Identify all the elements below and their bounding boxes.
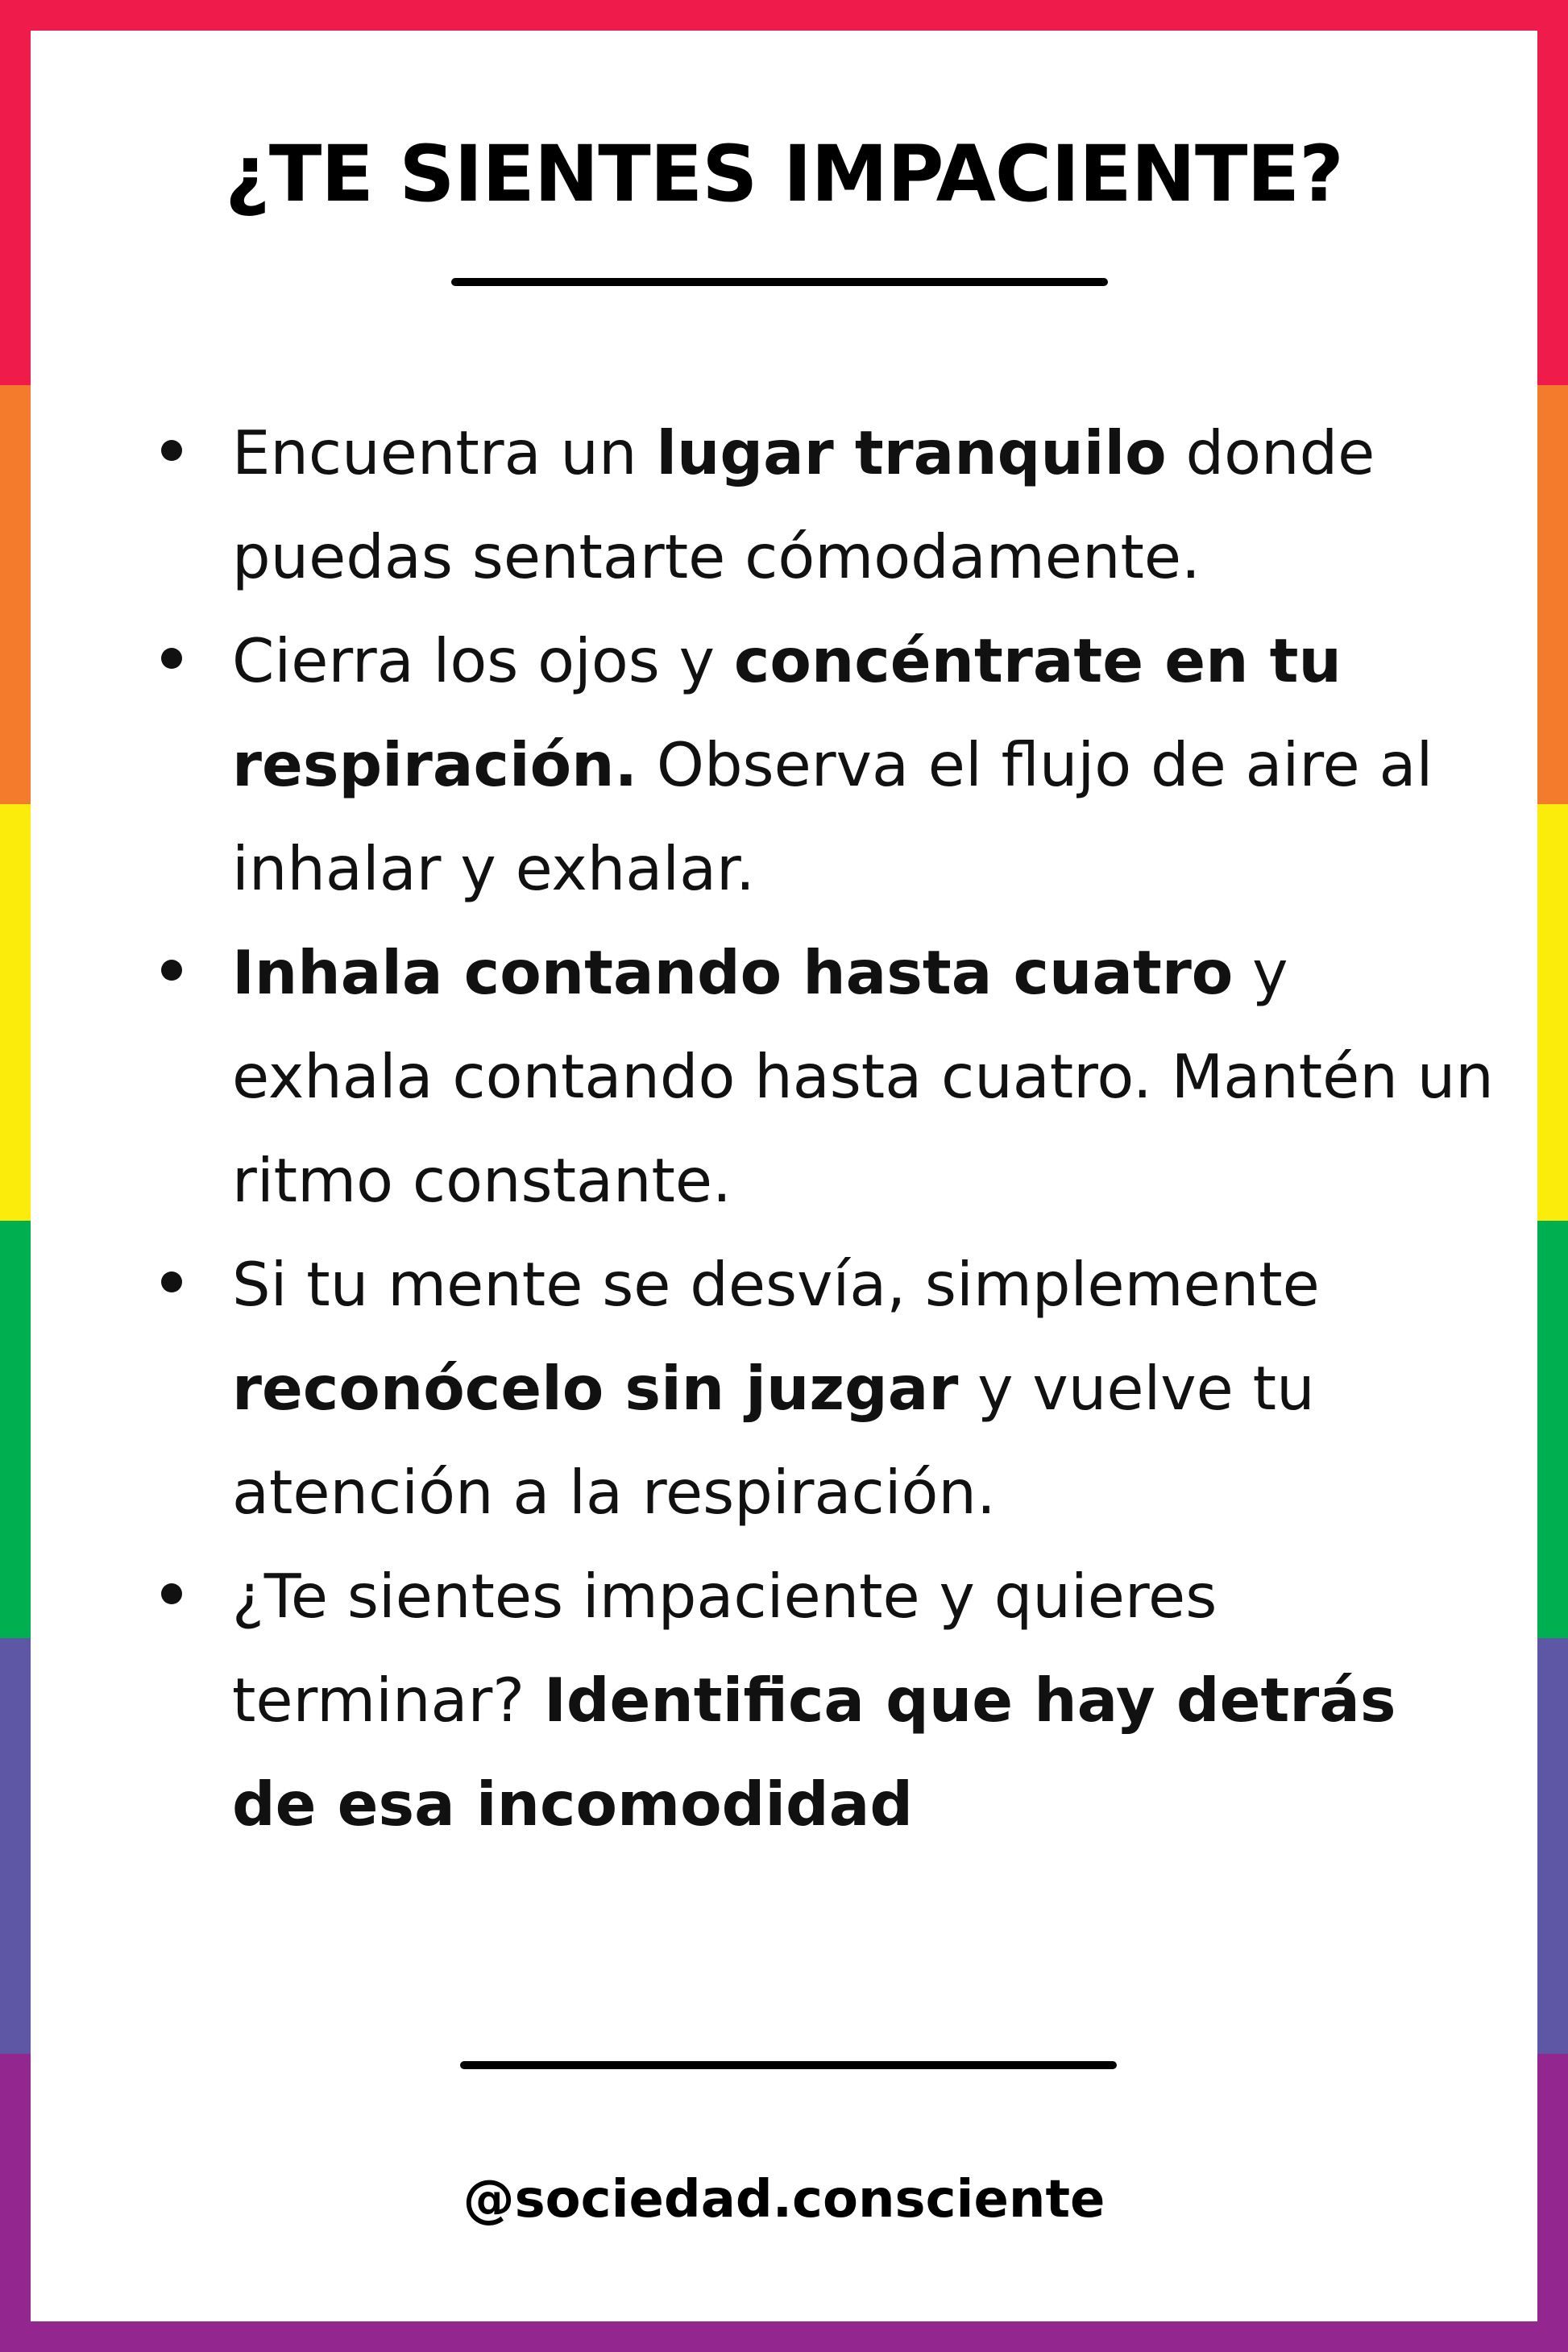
bullet-icon xyxy=(161,1583,182,1604)
tip-text: donde puedas sentarte cómodamente. xyxy=(232,417,1395,592)
footer-divider xyxy=(460,2061,1117,2069)
tip-text: Encuentra un xyxy=(232,417,657,488)
tip-text: y exhala contando hasta cuatro. Mantén un ritmo constante. xyxy=(232,937,1513,1216)
tip-text: Observa el flujo de aire al inhalar y exhalar. xyxy=(232,729,1453,904)
bullet-icon xyxy=(161,648,182,669)
bullet-icon xyxy=(161,440,182,461)
tip-text: y vuelve tu atención a la respiración. xyxy=(232,1353,1334,1528)
title-divider xyxy=(451,278,1108,286)
content-card xyxy=(31,31,1537,2321)
tip-text: Si tu mente se desvía, simplemente xyxy=(232,1249,1339,1320)
page-title: ¿TE SIENTES IMPACIENTE? xyxy=(225,129,1343,219)
tip-text-bold: concéntrate en tu respiración. xyxy=(232,625,1363,800)
tip-item xyxy=(161,401,1499,609)
tips-list xyxy=(161,401,1513,1856)
bullet-icon xyxy=(161,1271,182,1292)
tip-text: ¿Te sientes impaciente y quieres terminar? xyxy=(232,1561,1237,1736)
tip-text-bold: Inhala contando hasta cuatro xyxy=(232,937,1234,1008)
social-handle: @sociedad.consciente xyxy=(463,2170,1105,2230)
tip-item xyxy=(161,1545,1499,1856)
tip-item xyxy=(161,921,1513,1233)
bullet-icon xyxy=(161,960,182,981)
tip-text-bold: reconócelo sin juzgar xyxy=(232,1353,959,1424)
tip-text-bold: lugar tranquilo xyxy=(656,417,1167,488)
tip-text: Cierra los ojos y xyxy=(232,625,734,696)
tip-item xyxy=(161,609,1499,921)
tip-text-bold: Identifica que hay detrás de esa incomodidad xyxy=(232,1665,1417,1840)
tip-item xyxy=(161,1233,1499,1545)
